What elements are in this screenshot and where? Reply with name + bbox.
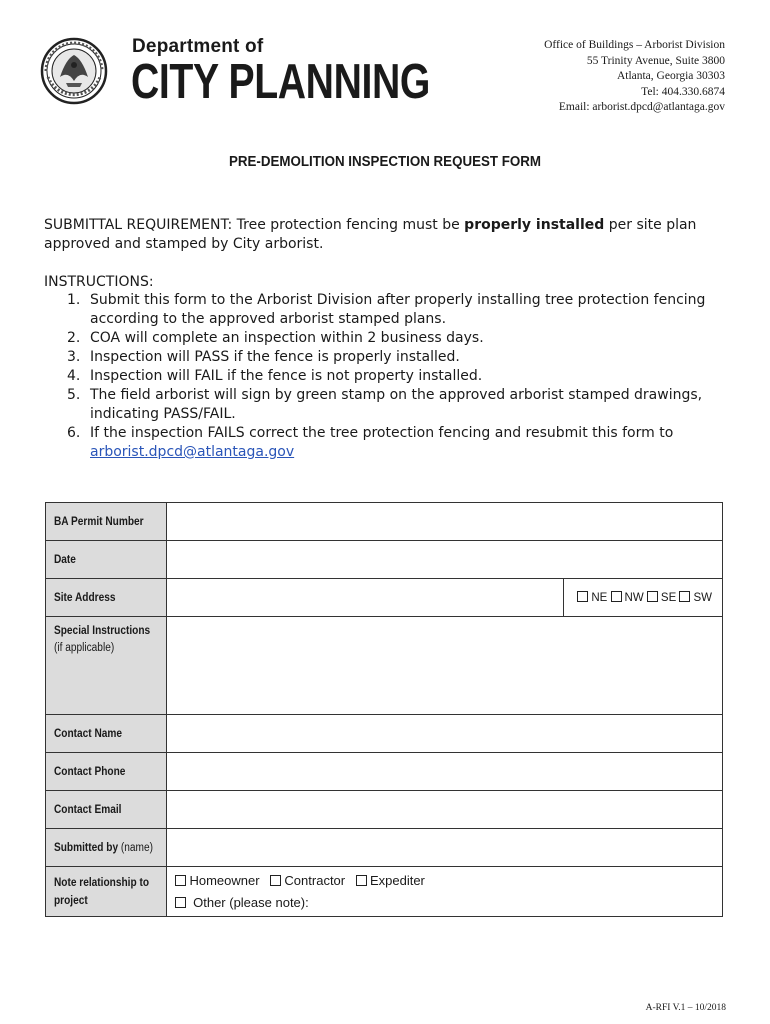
list-item bbox=[44, 367, 724, 386]
sw-label: SW bbox=[693, 592, 712, 604]
office-line: Office of Buildings – Arborist Division bbox=[544, 39, 725, 51]
office-line: 55 Trinity Avenue, Suite 3800 bbox=[586, 54, 725, 67]
expediter-label: Expediter bbox=[369, 872, 425, 888]
list-text: Inspection will PASS if the fence is properly installed. bbox=[90, 349, 460, 365]
submitted-sublabel: (name) bbox=[120, 841, 153, 854]
nw-label: NW bbox=[624, 592, 644, 604]
request-form-table bbox=[45, 502, 723, 917]
site-label-cell bbox=[46, 579, 167, 617]
office-line: Email: arborist.dpcd@atlantaga.gov bbox=[558, 101, 725, 113]
sw-checkbox[interactable] bbox=[679, 591, 690, 602]
special-sublabel: (if applicable) bbox=[54, 642, 115, 654]
list-number: 4. bbox=[67, 368, 81, 384]
contact-name-field[interactable] bbox=[167, 715, 723, 753]
list-text: Inspection will FAIL if the fence is not property installed. bbox=[90, 368, 483, 384]
date-label: Date bbox=[54, 553, 76, 566]
list-text: The field arborist will sign by green stamp on the approved arborist stamped drawings, indicating PASS/FAIL. bbox=[90, 387, 703, 422]
form-row bbox=[46, 617, 723, 715]
office-address-block bbox=[544, 38, 725, 116]
relationship-label-cell bbox=[46, 867, 167, 917]
form-row bbox=[46, 829, 723, 867]
department-label: Department of bbox=[132, 36, 264, 57]
contact-name-label-cell bbox=[46, 715, 167, 753]
list-text: COA will complete an inspection within 2 business days. bbox=[90, 330, 484, 346]
submitted-label-cell bbox=[46, 829, 167, 867]
form-row bbox=[46, 715, 723, 753]
contractor-label: Contractor bbox=[284, 872, 346, 888]
homeowner-checkbox[interactable] bbox=[175, 875, 186, 886]
list-number: 1. bbox=[67, 292, 81, 308]
nw-checkbox[interactable] bbox=[611, 591, 622, 602]
permit-label: BA Permit Number bbox=[54, 515, 144, 528]
contact-phone-label: Contact Phone bbox=[54, 765, 126, 778]
list-number: 3. bbox=[67, 349, 81, 365]
instructions-heading: INSTRUCTIONS: bbox=[44, 274, 154, 290]
form-row bbox=[46, 541, 723, 579]
submittal-requirement bbox=[44, 216, 724, 254]
submittal-suffix: per site plan approved and stamped by City arborist. bbox=[44, 217, 697, 252]
list-item bbox=[44, 348, 724, 367]
contact-email-label: Contact Email bbox=[54, 803, 122, 816]
department-name: CITY PLANNING bbox=[131, 55, 430, 109]
form-row bbox=[46, 753, 723, 791]
list-number: 5. bbox=[67, 387, 81, 403]
relationship-label-2: project bbox=[54, 894, 88, 907]
ne-label: NE bbox=[591, 592, 608, 604]
submitted-by-field[interactable] bbox=[167, 829, 723, 867]
email-link[interactable]: arborist.dpcd@atlantaga.gov bbox=[90, 444, 295, 460]
ne-checkbox[interactable] bbox=[577, 591, 588, 602]
contractor-checkbox[interactable] bbox=[270, 875, 281, 886]
special-instructions-field[interactable] bbox=[167, 617, 723, 715]
expediter-checkbox[interactable] bbox=[356, 875, 367, 886]
list-text: Submit this form to the Arborist Division after properly installing tree protection fencing according to the approved arborist stamped plans. bbox=[90, 292, 706, 327]
list-item bbox=[44, 329, 724, 348]
se-label: SE bbox=[660, 592, 677, 604]
permit-label-cell bbox=[46, 503, 167, 541]
relationship-options bbox=[167, 867, 723, 917]
form-row bbox=[46, 867, 723, 917]
relationship-label: Note relationship to bbox=[54, 876, 150, 889]
list-item bbox=[44, 386, 724, 424]
form-row bbox=[46, 579, 723, 617]
instructions-list bbox=[44, 291, 724, 462]
other-label: Other (please note): bbox=[193, 894, 309, 910]
date-field[interactable] bbox=[167, 541, 723, 579]
homeowner-label: Homeowner bbox=[189, 872, 260, 888]
other-checkbox[interactable] bbox=[175, 897, 186, 908]
list-number: 2. bbox=[67, 330, 81, 346]
list-number: 6. bbox=[67, 425, 81, 441]
contact-phone-field[interactable] bbox=[167, 753, 723, 791]
special-label-cell bbox=[46, 617, 167, 715]
direction-options bbox=[564, 579, 723, 617]
site-label: Site Address bbox=[54, 591, 116, 604]
list-text: If the inspection FAILS correct the tree protection fencing and resubmit this form to bbox=[90, 425, 674, 441]
permit-number-field[interactable] bbox=[167, 503, 723, 541]
office-line: Tel: 404.330.6874 bbox=[641, 85, 725, 98]
city-seal-logo bbox=[40, 37, 108, 105]
submittal-prefix: SUBMITTAL REQUIREMENT: Tree protection fencing must be bbox=[44, 217, 465, 233]
contact-name-label: Contact Name bbox=[54, 727, 123, 740]
special-label: Special Instructions bbox=[54, 625, 151, 637]
se-checkbox[interactable] bbox=[647, 591, 658, 602]
contact-email-field[interactable] bbox=[167, 791, 723, 829]
office-line: Atlanta, Georgia 30303 bbox=[616, 70, 725, 82]
form-version: A-RFI V.1 – 10/2018 bbox=[645, 1003, 726, 1013]
submitted-label: Submitted by bbox=[54, 841, 119, 854]
date-label-cell bbox=[46, 541, 167, 579]
list-item bbox=[44, 424, 724, 462]
submittal-bold: properly installed bbox=[464, 217, 605, 233]
contact-email-label-cell bbox=[46, 791, 167, 829]
form-row bbox=[46, 503, 723, 541]
contact-phone-label-cell bbox=[46, 753, 167, 791]
form-title: PRE-DEMOLITION INSPECTION REQUEST FORM bbox=[228, 154, 542, 170]
list-item bbox=[44, 291, 724, 329]
site-address-field[interactable] bbox=[167, 579, 564, 617]
form-row bbox=[46, 791, 723, 829]
